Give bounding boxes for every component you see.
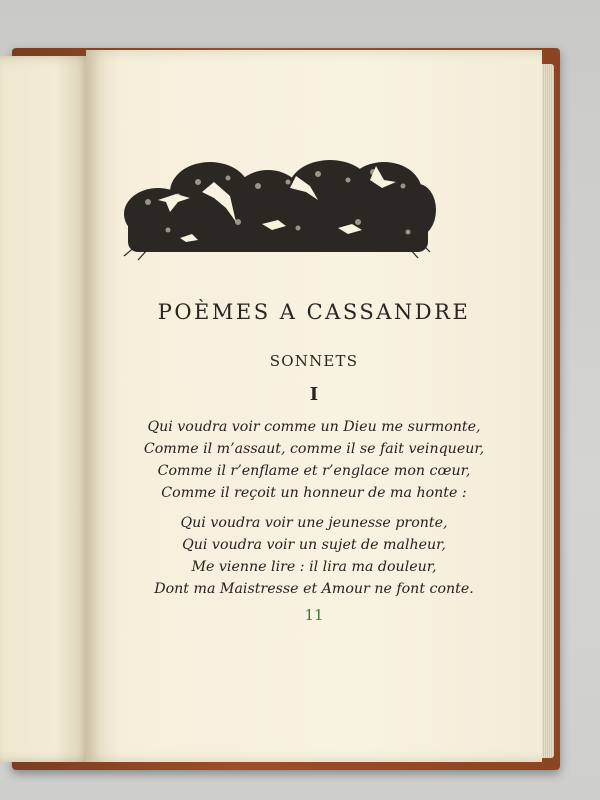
page-number: 11 — [304, 606, 324, 624]
birds-in-foliage-woodcut-icon — [118, 152, 436, 264]
verse-line: Me vienne lire : il lira ma douleur, — [191, 559, 437, 575]
verse-line: Qui voudra voir un sujet de malheur, — [182, 537, 446, 553]
section-subtitle: SONNETS — [269, 352, 359, 370]
verse-line: Comme il r’enflame et r’englace mon cœur, — [157, 463, 471, 479]
stanza — [100, 512, 528, 600]
verse-line: Qui voudra voir comme un Dieu me surmonte, — [147, 419, 481, 435]
verse-line: Comme il m’assaut, comme il se fait veinqueur, — [143, 441, 485, 457]
stanza — [100, 416, 528, 504]
sonnet-numeral: I — [309, 384, 319, 405]
verse-line: Comme il reçoit un honneur de ma honte : — [161, 485, 467, 501]
left-page — [0, 56, 92, 762]
verse-line: Dont ma Maistresse et Amour ne font conte. — [154, 581, 474, 597]
page-title: POÈMES A CASSANDRE — [157, 300, 471, 324]
verse-line: Qui voudra voir une jeunesse pronte, — [180, 515, 448, 531]
